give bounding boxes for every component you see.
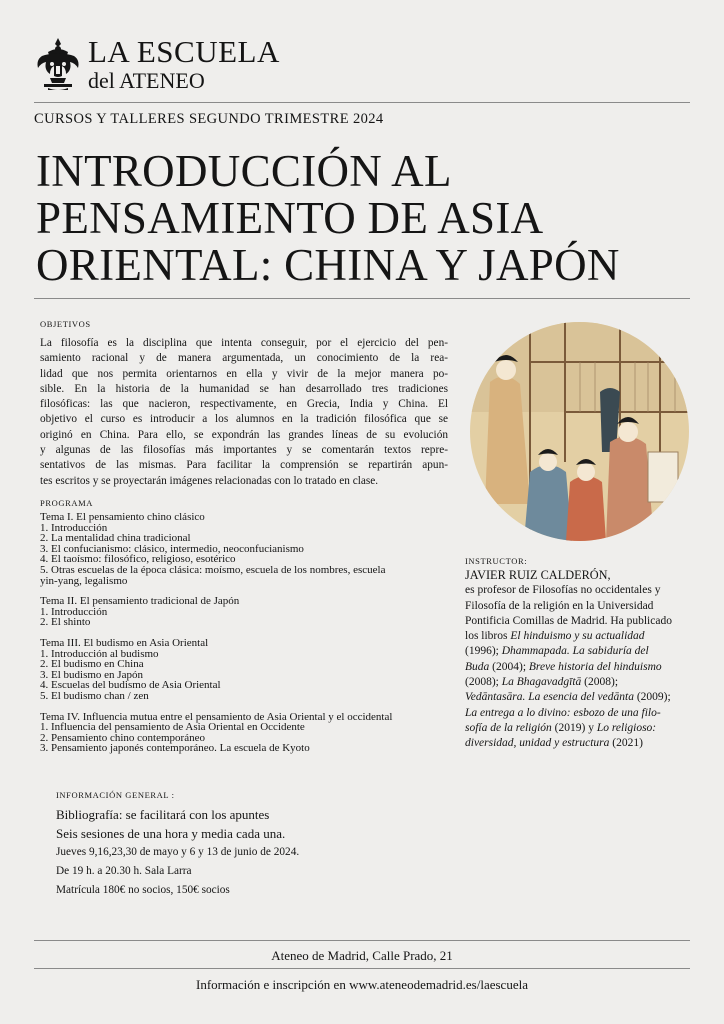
- brand-name: LA ESCUELA: [88, 34, 280, 69]
- bio-line: Filosofía de la religión en la Universidad: [465, 599, 654, 612]
- text-line: originó en China. Para ello, se expondrán las grandes líneas de su evolución: [40, 428, 448, 441]
- program-list: [40, 512, 440, 764]
- bio-line: Vedāntasāra. La esencia del vedānta (2009);: [465, 691, 671, 704]
- program-group-title: Tema IV. Influencia mutua entre el pensamiento de Asia Oriental y el occidental: [40, 710, 393, 723]
- bio-line: es profesor de Filosofías no occidentales y: [465, 584, 661, 597]
- text-line: sentativos de las mismas. Para facilitar la comprensión se repartirán apun-: [40, 459, 448, 472]
- list-item: 3. El confucianismo: clásico, intermedio, neoconfucianismo: [40, 542, 304, 555]
- objectives-heading: OBJETIVOS: [40, 319, 91, 329]
- text-line: y algunas de las filosofías más importantes y se comentarán textos repre-: [40, 444, 448, 457]
- brand-subname: del ATENEO: [88, 68, 205, 93]
- program-group: [40, 712, 440, 754]
- title-line: ORIENTAL: CHINA Y JAPÓN: [36, 240, 620, 290]
- text-line: La filosofía es la disciplina que intenta conseguir, por el ejercicio del pen-: [40, 337, 448, 349]
- bio-line: Buda (2004); Breve historia del hinduismo: [465, 660, 662, 673]
- title-line: INTRODUCCIÓN AL: [36, 146, 452, 196]
- bio-line: La entrega a lo divino: esbozo de una filo-: [465, 706, 661, 719]
- list-item: 1. Introducción al budismo: [40, 647, 159, 660]
- series-heading: CURSOS Y TALLERES SEGUNDO TRIMESTRE 2024: [34, 111, 384, 127]
- divider: [34, 298, 690, 299]
- list-item: 4. Escuelas del budismo de Asia Oriental: [40, 679, 221, 692]
- ukiyo-e-illustration: [470, 322, 689, 541]
- text-line: objetivo el curso es introducir a los alumnos en la tradición filosófica que se: [40, 413, 448, 426]
- bio-line: (2008); La Bhagavadgītā (2008);: [465, 676, 619, 689]
- footer-address: Ateneo de Madrid, Calle Prado, 21: [271, 948, 453, 963]
- list-item: 3. El budismo en Japón: [40, 668, 143, 681]
- text-line: filosóficas: las que nacieron, respectivamente, en Grecia, India y China. El: [40, 398, 448, 411]
- list-item: 1. Introducción: [40, 521, 108, 534]
- bio-line: diversidad, unidad y estructura (2021): [465, 737, 643, 750]
- text-line: sible. En la historia de la humanidad se han desarrollado tres tradiciones: [40, 382, 448, 395]
- list-item: 5. El budismo chan / zen: [40, 689, 149, 702]
- list-item: 2. La mentalidad china tradicional: [40, 532, 191, 545]
- list-item: 1. Influencia del pensamiento de Asia Oriental en Occidente: [40, 721, 305, 734]
- info-fee: Matrícula 180€ no socios, 150€ socios: [56, 884, 230, 896]
- objectives-text: [40, 336, 448, 489]
- bio-line: los libros El hinduismo y su actualidad: [465, 630, 645, 643]
- program-group-title: Tema III. El budismo en Asia Oriental: [40, 636, 209, 649]
- divider: [34, 968, 690, 969]
- bio-line: sofía de la religión (2019) y Lo religioso:: [465, 721, 657, 734]
- list-item: 3. Pensamiento japonés contemporáneo. La escuela de Kyoto: [40, 742, 310, 755]
- divider: [34, 102, 690, 103]
- instructor-name: JAVIER RUIZ CALDERÓN,: [465, 568, 611, 582]
- instructor-heading: INSTRUCTOR:: [465, 556, 528, 566]
- list-item: 4. El taoísmo: filosófico, religioso, esotérico: [40, 553, 236, 566]
- info-dates: Jueves 9,16,23,30 de mayo y 6 y 13 de junio de 2024.: [56, 846, 300, 858]
- text-line: lidad que nos permita orientarnos en ella y vivir de la mejor manera po-: [40, 367, 448, 380]
- list-item: 2. El shinto: [40, 616, 91, 629]
- program-group: [40, 512, 440, 586]
- program-group: [40, 596, 440, 628]
- general-info: [56, 805, 299, 900]
- title-line: PENSAMIENTO DE ASIA: [36, 193, 544, 243]
- list-item: yin-yang, legalismo: [40, 574, 128, 587]
- bio-line: Pontificia Comillas de Madrid. Ha publicado: [465, 614, 672, 627]
- info-bibliography: Bibliografía: se facilitará con los apuntes: [56, 807, 270, 822]
- divider: [34, 940, 690, 941]
- program-group-title: Tema II. El pensamiento tradicional de Japón: [40, 595, 240, 608]
- list-item: 2. Pensamiento chino contemporáneo: [40, 731, 205, 744]
- text-line: samiento racional y de manera argumentada, un conocimiento de la rea-: [40, 352, 448, 365]
- ateneo-crest-logo: [34, 36, 82, 92]
- list-item: 2. El budismo en China: [40, 658, 144, 671]
- instructor-bio: [465, 568, 695, 752]
- info-time-room: De 19 h. a 20.30 h. Sala Larra: [56, 865, 192, 877]
- program-heading: PROGRAMA: [40, 498, 93, 508]
- program-group: [40, 638, 440, 702]
- bio-line: (1996); Dhammapada. La sabiduría del: [465, 645, 649, 658]
- footer-signup[interactable]: Información e inscripción en www.ateneodemadrid.es/laescuela: [196, 977, 528, 992]
- list-item: 5. Otras escuelas de la época clásica: moísmo, escuela de los nombres, escuela: [40, 563, 386, 576]
- info-sessions: Seis sesiones de una hora y media cada una.: [56, 826, 286, 841]
- text-line: tes escritos y se proyectarán imágenes relacionadas con lo tratado en clase.: [40, 474, 379, 487]
- program-group-title: Tema I. El pensamiento chino clásico: [40, 511, 205, 523]
- list-item: 1. Introducción: [40, 605, 108, 618]
- course-title: [36, 148, 696, 289]
- info-heading: INFORMACIÓN GENERAL :: [56, 790, 175, 800]
